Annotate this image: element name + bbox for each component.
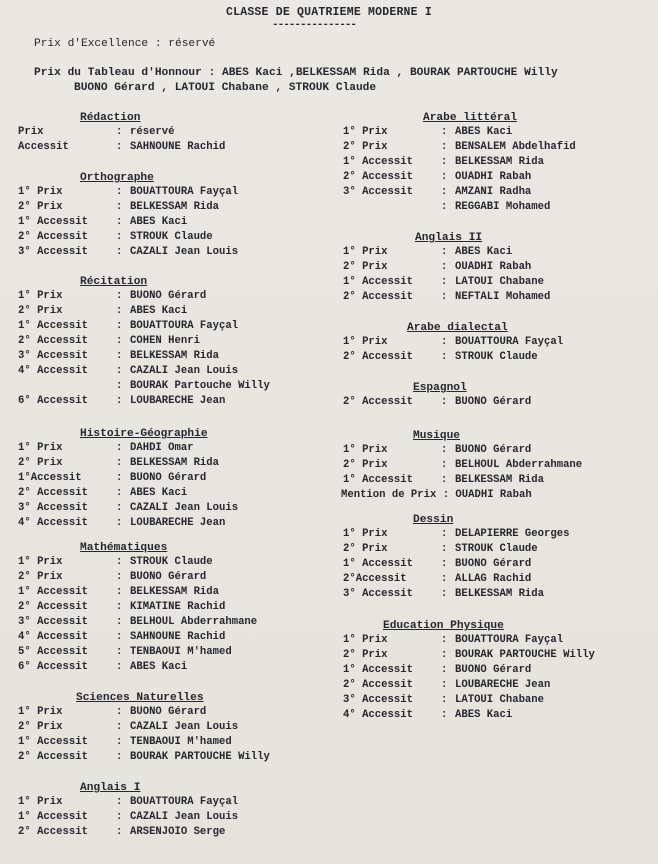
colon-separator: :: [116, 556, 123, 568]
title-underline: ---------------: [272, 19, 357, 31]
student-name: BOUATTOURA Fayçal: [455, 634, 564, 646]
award-row: [343, 542, 653, 557]
subject-section: [343, 112, 653, 215]
subject-title: Arabe dialectal: [407, 322, 508, 334]
award-label: 3° Accessit: [343, 186, 413, 198]
student-name: BELKESSAM Rida: [130, 457, 220, 469]
award-row: [18, 441, 338, 456]
award-row: [18, 555, 338, 570]
student-name: BELHOUL Abderrahmane: [130, 616, 258, 628]
student-name: BELKESSAM Rida: [130, 350, 220, 362]
award-row: [343, 260, 653, 275]
colon-separator: :: [441, 141, 448, 153]
award-row: [18, 486, 338, 501]
award-label: 1° Prix: [343, 444, 388, 456]
award-label: 2° Accessit: [18, 335, 88, 347]
award-row: [343, 473, 653, 488]
student-name: TENBAOUI M'hamed: [130, 736, 232, 748]
student-name: LATOUI Chabane: [455, 276, 545, 288]
colon-separator: :: [441, 588, 448, 600]
subject-section: [18, 112, 338, 155]
excellence-line: Prix d'Excellence : réservé: [34, 38, 216, 50]
colon-separator: :: [116, 826, 123, 838]
subject-section: [343, 620, 653, 723]
award-label: 1° Accessit: [18, 811, 88, 823]
colon-separator: :: [116, 395, 123, 407]
award-label: 3° Accessit: [18, 616, 88, 628]
award-label: 1°Accessit: [18, 472, 82, 484]
award-row: [343, 335, 653, 350]
award-label: 1° Accessit: [343, 558, 413, 570]
award-label: 2° Prix: [343, 649, 388, 661]
colon-separator: :: [441, 246, 448, 258]
award-row: [18, 501, 338, 516]
subject-title: Dessin: [413, 514, 454, 526]
colon-separator: :: [116, 616, 123, 628]
award-label: 3° Accessit: [343, 588, 413, 600]
student-name: ABES Kaci: [130, 305, 188, 317]
student-name: BUONO Gérard: [455, 444, 532, 456]
colon-separator: :: [116, 796, 123, 808]
award-row: [343, 678, 653, 693]
award-row: [18, 215, 338, 230]
subject-title: Musique: [413, 430, 460, 442]
award-label: 2° Accessit: [343, 351, 413, 363]
student-name: BUONO Gérard: [130, 706, 207, 718]
colon-separator: :: [441, 201, 448, 213]
student-name: CAZALI Jean Louis: [130, 811, 239, 823]
award-label: 4° Accessit: [18, 365, 88, 377]
student-name: BOURAK PARTOUCHE Willy: [130, 751, 270, 763]
student-name: LOUBARECHE Jean: [130, 395, 226, 407]
award-row: [18, 630, 338, 645]
award-label: 2° Accessit: [343, 679, 413, 691]
award-row: [343, 140, 653, 155]
student-name: ABES Kaci: [455, 709, 513, 721]
award-row: [343, 527, 653, 542]
award-row: [343, 395, 653, 410]
colon-separator: :: [441, 709, 448, 721]
colon-separator: :: [441, 351, 448, 363]
student-name: REGGABI Mohamed: [455, 201, 551, 213]
subject-section: [343, 322, 653, 365]
student-name: ABES Kaci: [130, 487, 188, 499]
colon-separator: :: [116, 646, 123, 658]
award-label: [18, 379, 116, 394]
award-row: [343, 290, 653, 305]
student-name: BOUATTOURA Fayçal: [130, 796, 239, 808]
award-row: [343, 708, 653, 723]
colon-separator: :: [441, 276, 448, 288]
award-label: 2° Prix: [343, 261, 388, 273]
award-row: [343, 557, 653, 572]
student-name: STROUK Claude: [455, 351, 538, 363]
student-name: BOUATTOURA Fayçal: [130, 186, 239, 198]
student-name: ABES Kaci: [455, 246, 513, 258]
award-label: 1° Accessit: [343, 156, 413, 168]
award-label: 2° Accessit: [18, 487, 88, 499]
colon-separator: :: [116, 571, 123, 583]
subject-title: Rédaction: [80, 112, 141, 124]
colon-separator: :: [441, 261, 448, 273]
student-name: NEFTALI Mohamed: [455, 291, 551, 303]
award-row: [18, 660, 338, 675]
award-label: 3° Accessit: [18, 350, 88, 362]
award-row: [18, 140, 338, 155]
colon-separator: :: [441, 444, 448, 456]
award-row: [343, 350, 653, 365]
colon-separator: :: [116, 186, 123, 198]
award-row: [343, 663, 653, 678]
student-name: OUADHI Rabah: [455, 261, 532, 273]
award-label: 2°Accessit: [343, 573, 407, 585]
student-name: BOUATTOURA Fayçal: [455, 336, 564, 348]
award-row: [343, 185, 653, 200]
subject-section: [18, 276, 338, 409]
colon-separator: :: [116, 126, 123, 138]
student-name: CAZALI Jean Louis: [130, 365, 239, 377]
subject-title: Education Physique: [383, 620, 504, 632]
student-name: TENBAOUI M'hamed: [130, 646, 232, 658]
award-row: [18, 825, 338, 840]
award-label: 2° Accessit: [343, 171, 413, 183]
award-label: 1° Accessit: [343, 474, 413, 486]
award-label: Accessit: [18, 141, 69, 153]
colon-separator: :: [116, 305, 123, 317]
award-label: 1° Accessit: [18, 736, 88, 748]
award-label: 3° Accessit: [18, 502, 88, 514]
student-name: SAHNOUNE Rachid: [130, 141, 226, 153]
student-name: BUONO Gérard: [455, 558, 532, 570]
student-name: BOUATTOURA Fayçal: [130, 320, 239, 332]
student-name: STROUK Claude: [130, 231, 213, 243]
award-row: [18, 810, 338, 825]
award-label: 1° Accessit: [18, 586, 88, 598]
award-row: [343, 648, 653, 663]
award-label: 2° Accessit: [18, 601, 88, 613]
subject-section: [18, 782, 338, 840]
award-label: 2° Accessit: [18, 231, 88, 243]
award-row: [18, 394, 338, 409]
award-row: [18, 200, 338, 215]
student-name: ABES Kaci: [130, 661, 188, 673]
student-name: BUONO Gérard: [455, 664, 532, 676]
student-name: BUONO Gérard: [130, 472, 207, 484]
award-row: [343, 200, 653, 215]
colon-separator: :: [116, 246, 123, 258]
student-name: ARSENJOIO Serge: [130, 826, 226, 838]
award-label: 2° Prix: [18, 571, 63, 583]
subject-section: [343, 232, 653, 305]
colon-separator: :: [441, 291, 448, 303]
award-row: [343, 587, 653, 602]
colon-separator: :: [116, 290, 123, 302]
student-name: ALLAG Rachid: [455, 573, 532, 585]
award-label: 2° Accessit: [343, 396, 413, 408]
colon-separator: :: [116, 350, 123, 362]
colon-separator: :: [116, 472, 123, 484]
colon-separator: :: [441, 156, 448, 168]
award-label: 2° Prix: [18, 457, 63, 469]
colon-separator: :: [116, 586, 123, 598]
colon-separator: :: [116, 231, 123, 243]
colon-separator: :: [441, 543, 448, 555]
student-name: DELAPIERRE Georges: [455, 528, 570, 540]
mention-row: Mention de Prix : OUADHI Rabah: [341, 489, 532, 501]
award-label: 2° Accessit: [18, 826, 88, 838]
subject-title: Orthographe: [80, 172, 154, 184]
award-label: 6° Accessit: [18, 661, 88, 673]
colon-separator: :: [441, 649, 448, 661]
award-row: [18, 304, 338, 319]
student-name: LOUBARECHE Jean: [130, 517, 226, 529]
subject-title: Anglais II: [415, 232, 483, 244]
subject-title: Espagnol: [413, 382, 467, 394]
award-label: 2° Prix: [18, 201, 63, 213]
student-name: BOURAK Partouche Willy: [130, 380, 270, 392]
award-label: 4° Accessit: [343, 709, 413, 721]
student-name: BELKESSAM Rida: [455, 588, 545, 600]
colon-separator: :: [116, 517, 123, 529]
award-label: 2° Prix: [343, 459, 388, 471]
award-row: [343, 170, 653, 185]
colon-separator: :: [116, 661, 123, 673]
honor-line-1: Prix du Tableau d'Honnour : ABES Kaci ,BELKESSAM Rida , BOURAK PARTOUCHE Willy: [34, 67, 558, 79]
award-row: [343, 693, 653, 708]
colon-separator: :: [441, 664, 448, 676]
colon-separator: :: [441, 336, 448, 348]
award-row: [18, 185, 338, 200]
subject-title: Arabe littéral: [423, 112, 517, 124]
subject-section: [18, 542, 338, 675]
colon-separator: :: [116, 487, 123, 499]
student-name: COHEN Henri: [130, 335, 200, 347]
award-label: 1° Accessit: [343, 276, 413, 288]
colon-separator: :: [116, 320, 123, 332]
award-row: [18, 456, 338, 471]
student-name: DAHDI Omar: [130, 442, 194, 454]
subject-section: [18, 172, 338, 260]
award-label: 1° Prix: [343, 336, 388, 348]
award-label: 1° Accessit: [343, 664, 413, 676]
award-row: [18, 720, 338, 735]
award-row: [18, 349, 338, 364]
student-name: BELKESSAM Rida: [130, 586, 220, 598]
student-name: réservé: [130, 126, 175, 138]
student-name: LATOUI Chabane: [455, 694, 545, 706]
subject-title: Histoire-Géographie: [80, 428, 208, 440]
student-name: BELKESSAM Rida: [455, 156, 545, 168]
colon-separator: :: [441, 558, 448, 570]
award-row: [343, 443, 653, 458]
award-label: 1° Prix: [343, 246, 388, 258]
colon-separator: :: [116, 457, 123, 469]
award-row: [18, 319, 338, 334]
student-name: CAZALI Jean Louis: [130, 721, 239, 733]
award-label: 1° Prix: [18, 290, 63, 302]
award-label: 1° Accessit: [18, 320, 88, 332]
colon-separator: :: [116, 141, 123, 153]
subject-title: Sciences Naturelles: [76, 692, 204, 704]
award-row: [343, 155, 653, 170]
colon-separator: :: [116, 442, 123, 454]
award-label: 1° Prix: [18, 442, 63, 454]
colon-separator: :: [441, 171, 448, 183]
colon-separator: :: [441, 694, 448, 706]
student-name: BOURAK PARTOUCHE Willy: [455, 649, 595, 661]
colon-separator: :: [116, 706, 123, 718]
colon-separator: :: [441, 528, 448, 540]
colon-separator: :: [116, 380, 123, 392]
award-row: [18, 471, 338, 486]
subject-section: [18, 428, 338, 531]
award-row: [18, 230, 338, 245]
colon-separator: :: [116, 721, 123, 733]
award-row: [18, 125, 338, 140]
award-label: 4° Accessit: [18, 631, 88, 643]
page-title: CLASSE DE QUATRIEME MODERNE I: [226, 6, 432, 19]
subject-title: Récitation: [80, 276, 148, 288]
award-row: [18, 334, 338, 349]
subject-title: Mathématiques: [80, 542, 168, 554]
award-row: [18, 750, 338, 765]
student-name: BELKESSAM Rida: [455, 474, 545, 486]
student-name: BUONO Gérard: [130, 290, 207, 302]
colon-separator: :: [116, 365, 123, 377]
award-label: 1° Prix: [18, 186, 63, 198]
award-row: [18, 600, 338, 615]
award-label: 1° Prix: [18, 706, 63, 718]
student-name: STROUK Claude: [455, 543, 538, 555]
colon-separator: :: [116, 601, 123, 613]
student-name: BELHOUL Abderrahmane: [455, 459, 583, 471]
colon-separator: :: [116, 216, 123, 228]
award-row: [18, 645, 338, 660]
colon-separator: :: [441, 679, 448, 691]
award-row: [18, 245, 338, 260]
award-label: 1° Prix: [343, 528, 388, 540]
colon-separator: :: [116, 751, 123, 763]
student-name: SAHNOUNE Rachid: [130, 631, 226, 643]
award-label: 1° Prix: [343, 634, 388, 646]
student-name: KIMATINE Rachid: [130, 601, 226, 613]
subject-section: [343, 382, 653, 410]
colon-separator: :: [116, 502, 123, 514]
award-label: [343, 200, 441, 215]
student-name: BUONO Gérard: [455, 396, 532, 408]
student-name: ABES Kaci: [455, 126, 513, 138]
award-row: [343, 572, 653, 587]
award-row: [343, 633, 653, 648]
award-label: 6° Accessit: [18, 395, 88, 407]
student-name: BENSALEM Abdelhafid: [455, 141, 576, 153]
student-name: ABES Kaci: [130, 216, 188, 228]
student-name: BUONO Gérard: [130, 571, 207, 583]
award-label: 2° Prix: [343, 543, 388, 555]
student-name: AMZANI Radha: [455, 186, 532, 198]
award-label: 4° Accessit: [18, 517, 88, 529]
colon-separator: :: [441, 573, 448, 585]
colon-separator: :: [116, 335, 123, 347]
student-name: CAZALI Jean Louis: [130, 246, 239, 258]
colon-separator: :: [441, 459, 448, 471]
award-row: [343, 458, 653, 473]
award-label: 1° Prix: [18, 796, 63, 808]
award-label: 2° Prix: [343, 141, 388, 153]
award-row: [18, 585, 338, 600]
award-label: 1° Accessit: [18, 216, 88, 228]
award-row: [343, 275, 653, 290]
award-label: 2° Prix: [18, 721, 63, 733]
subject-section: [343, 430, 653, 503]
award-label: 3° Accessit: [343, 694, 413, 706]
colon-separator: :: [441, 186, 448, 198]
colon-separator: :: [441, 126, 448, 138]
student-name: LOUBARECHE Jean: [455, 679, 551, 691]
award-label: 1° Prix: [343, 126, 388, 138]
award-row: [18, 379, 338, 394]
award-label: 2° Accessit: [18, 751, 88, 763]
student-name: BELKESSAM Rida: [130, 201, 220, 213]
colon-separator: :: [116, 631, 123, 643]
award-label: 3° Accessit: [18, 246, 88, 258]
award-row: [18, 364, 338, 379]
colon-separator: :: [441, 396, 448, 408]
award-label: 5° Accessit: [18, 646, 88, 658]
colon-separator: :: [116, 811, 123, 823]
honor-line-2: BUONO Gérard , LATOUI Chabane , STROUK Claude: [74, 82, 377, 94]
subject-section: [343, 514, 653, 602]
award-row: [18, 795, 338, 810]
colon-separator: :: [116, 201, 123, 213]
award-row: [18, 289, 338, 304]
award-label: Prix: [18, 126, 44, 138]
award-label: 2° Prix: [18, 305, 63, 317]
award-row: [18, 570, 338, 585]
student-name: STROUK Claude: [130, 556, 213, 568]
colon-separator: :: [441, 634, 448, 646]
award-row: [18, 516, 338, 531]
student-name: CAZALI Jean Louis: [130, 502, 239, 514]
student-name: OUADHI Rabah: [455, 171, 532, 183]
award-row: [343, 125, 653, 140]
award-row: [18, 705, 338, 720]
award-label: 1° Prix: [18, 556, 63, 568]
colon-separator: :: [116, 736, 123, 748]
award-row: [18, 735, 338, 750]
subject-title: Anglais I: [80, 782, 141, 794]
subject-section: [18, 692, 338, 765]
award-row: [343, 245, 653, 260]
award-row: [18, 615, 338, 630]
award-label: 2° Accessit: [343, 291, 413, 303]
colon-separator: :: [441, 474, 448, 486]
